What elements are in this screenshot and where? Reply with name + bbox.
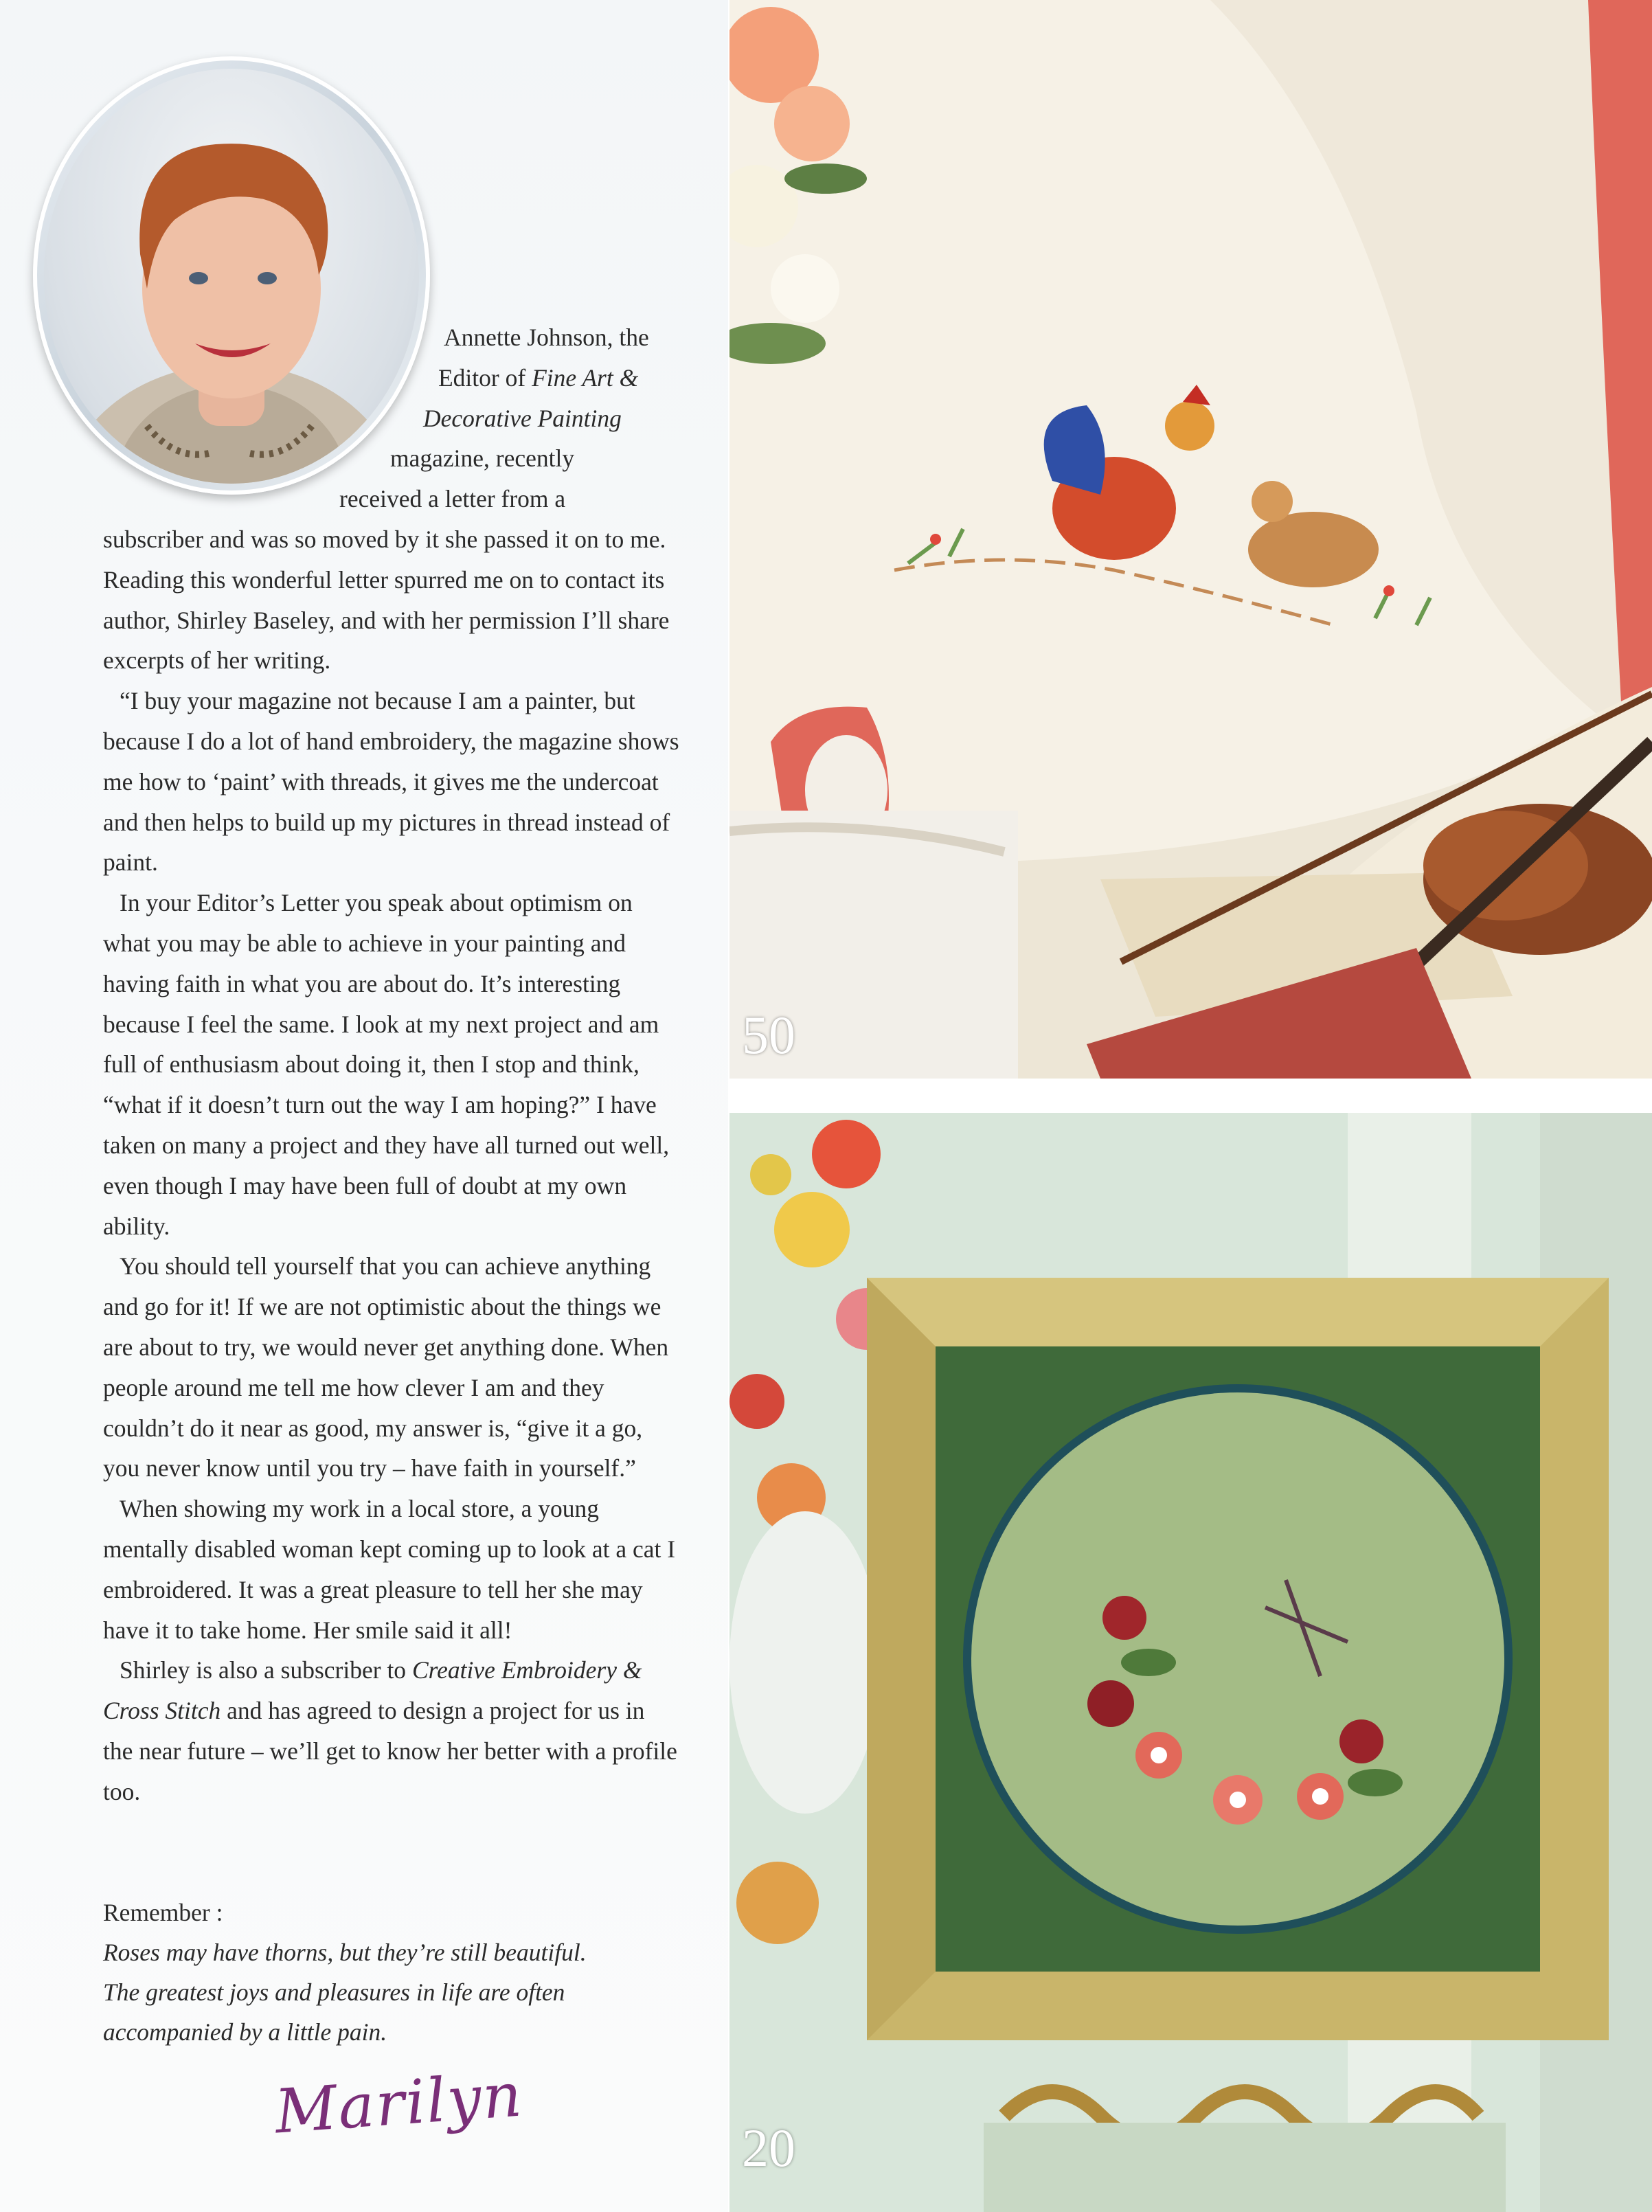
photo-gap [729,1079,1652,1113]
framed-embroidery-photo [729,1113,1652,2212]
intro-line [103,398,680,439]
page-number: 50 [742,1005,795,1065]
closing-paragraph [103,1650,680,1812]
intro-paragraph [103,317,680,681]
remember-quote [103,1893,721,2052]
quote-line: Roses may have thorns, but they’re still beautiful. [103,1939,587,1966]
page-number: 20 [742,2118,795,2178]
intro-text: Editor of [438,363,532,392]
editor-signature: Marilyn [272,2059,525,2147]
closing-text: and has agreed to design a project for us in the near future – we’ll get to know her better with a profile too. [103,1697,677,1805]
letter-paragraph: In your Editor’s Letter you speak about optimism on what you may be able to achieve in your painting and having faith in what you are about do. It’s interesting because I feel the same. I look at my next project and am full of enthusiasm about doing it, then I stop and think, “what if it doesn’t turn out the way I am hoping?” I have taken on many a project and they have all turned out well, even though I may have been full of doubt at my own ability. [103,889,670,1240]
rooster-embroidery-photo [729,0,1652,1079]
intro-rest: subscriber and was so moved by it she passed it on to me. Reading this wonderful letter spurred me on to contact its author, Shirley Baseley, and with her permission I’ll share excerpts of her writing. [103,525,670,675]
intro-line: received a letter from a [339,485,566,513]
letter-paragraph: “I buy your magazine not because I am a painter, but because I do a lot of hand embroidery, the magazine shows me how to ‘paint’ with threads, it gives me the undercoat and then helps to build up my pictures in thread instead of paint. [103,687,679,877]
remember-label: Remember : [103,1899,223,1926]
quote-line: accompanied by a little pain. [103,2018,387,2046]
magazine-title: Creative Embroidery & Cross Stitch [103,1656,642,1725]
quote-line: The greatest joys and pleasures in life are often [103,1978,565,2006]
letter-paragraph: You should tell yourself that you can achieve anything and go for it! If we are not optimistic about the things we are about to try, we would never get anything done. When people around me tell me how clever I am and they couldn’t do it near as good, my answer is, “give it a go, you never know until you try – have faith in yourself.” [103,1252,669,1482]
magazine-title: Decorative Painting [423,404,622,432]
closing-text: Shirley is also a subscriber to [120,1656,412,1684]
intro-line: magazine, recently [390,444,575,473]
magazine-title: Fine Art & [532,363,639,392]
intro-line [103,358,680,398]
letter-body [103,317,680,1812]
intro-line: Annette Johnson, the [444,324,649,351]
letter-paragraph: When showing my work in a local store, a young mentally disabled woman kept coming up to look at a cat I embroidered. It was a great pleasure to tell her she may have it to take home. Her smile said it all! [103,1495,676,1644]
